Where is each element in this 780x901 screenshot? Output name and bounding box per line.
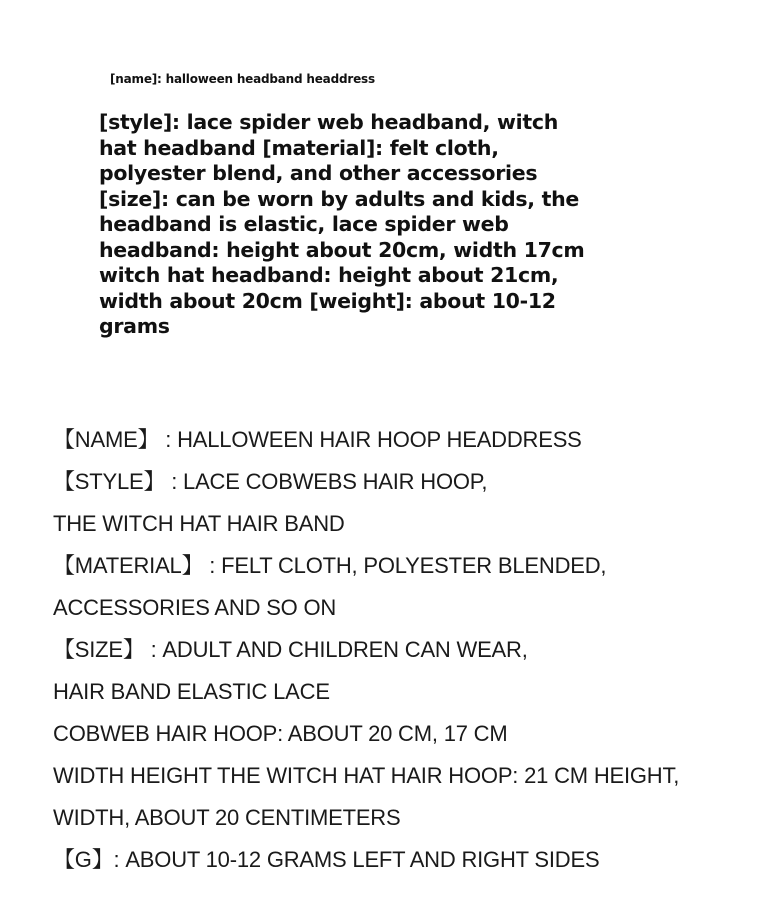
spec-line-size-cont: WIDTH, ABOUT 20 CENTIMETERS (53, 805, 401, 830)
spec-line-weight: 【G】: ABOUT 10-12 GRAMS LEFT AND RIGHT SIDES (53, 847, 600, 872)
description-line: width about 20cm [weight]: about 10-12 (99, 288, 556, 313)
description-line: [size]: can be worn by adults and kids, the (99, 186, 579, 211)
product-spec-list (53, 419, 773, 881)
description-line: headband is elastic, lace spider web (99, 212, 509, 236)
description-line: hat headband [material]: felt cloth, (99, 135, 499, 160)
spec-line-material-cont: ACCESSORIES AND SO ON (53, 595, 337, 620)
description-line: headband: height about 20cm, width 17cm (99, 237, 585, 262)
spec-line-size-cont: COBWEB HAIR HOOP: ABOUT 20 CM, 17 CM (53, 721, 508, 746)
product-name-caption: [name]: halloween headband headdress (110, 72, 375, 86)
spec-line-name: 【NAME】 : HALLOWEEN HAIR HOOP HEADDRESS (53, 427, 582, 452)
spec-line-size-cont: HAIR BAND ELASTIC LACE (53, 679, 330, 704)
description-line: witch hat headband: height about 21cm, (99, 263, 559, 287)
spec-line-size-cont: WIDTH HEIGHT THE WITCH HAT HAIR HOOP: 21 CM HEIGHT, (53, 763, 680, 788)
description-line: grams (99, 314, 170, 338)
description-line: polyester blend, and other accessories (99, 161, 538, 185)
spec-line-size: 【SIZE】 : ADULT AND CHILDREN CAN WEAR, (53, 637, 528, 662)
product-description-block (99, 110, 619, 340)
description-line: [style]: lace spider web headband, witch (99, 110, 559, 134)
spec-line-style-cont: THE WITCH HAT HAIR BAND (53, 511, 345, 536)
spec-line-material: 【MATERIAL】 : FELT CLOTH, POLYESTER BLENDED, (53, 553, 607, 578)
spec-line-style: 【STYLE】 : LACE COBWEBS HAIR HOOP, (53, 469, 488, 494)
